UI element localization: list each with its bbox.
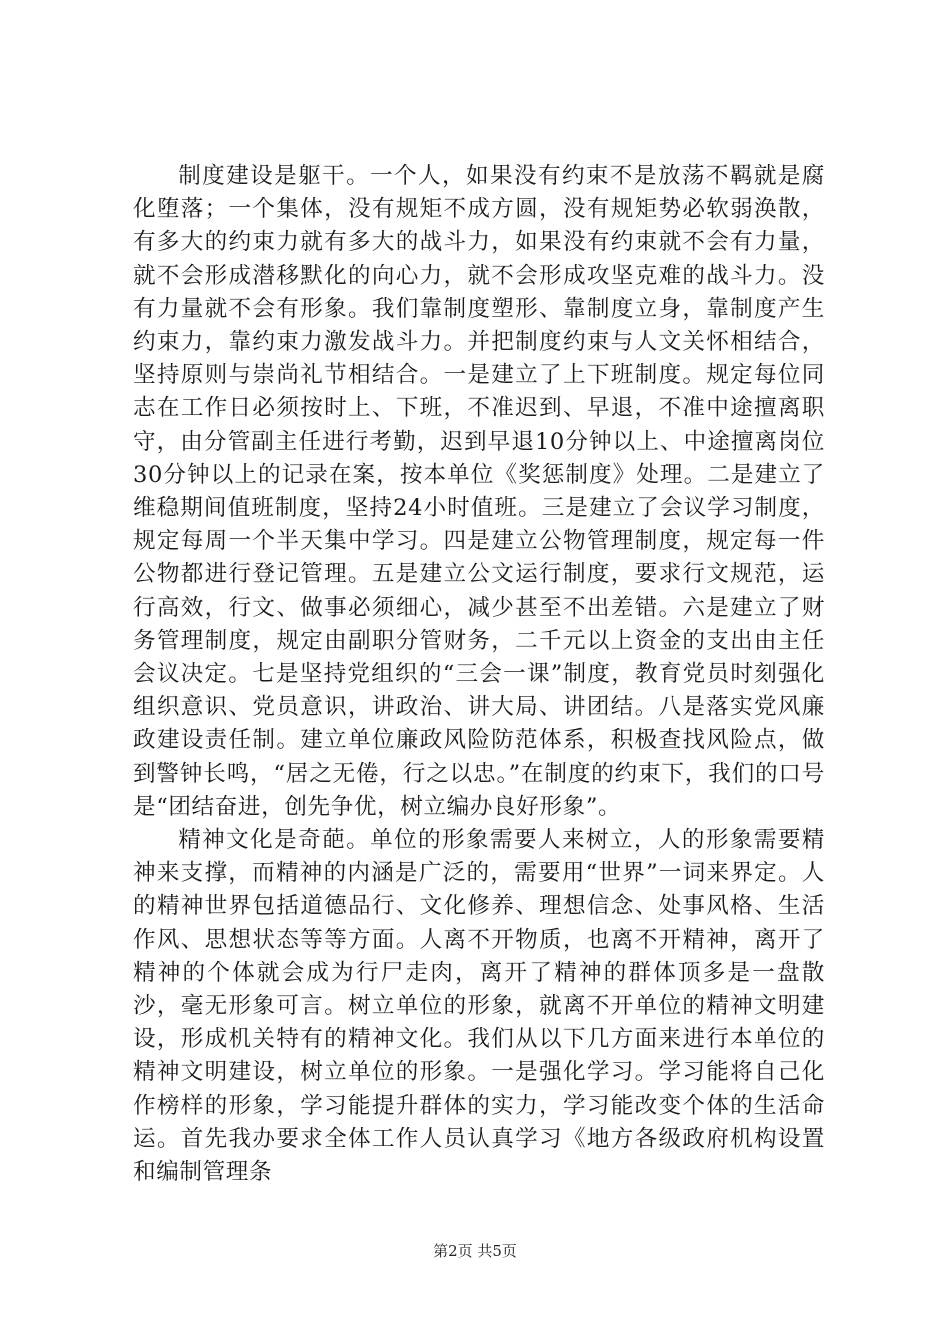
page-footer: 第2页 共5页 (433, 1242, 517, 1260)
paragraph-system-building: 制度建设是躯干。一个人，如果没有约束不是放荡不羁就是腐化堕落；一个集体，没有规矩不成方圆，没有规矩势必软弱涣散，有多大的约束力就有多大的战斗力，如果没有约束就不会有力量，就不会形成潜移默化的向心力，就不会形成攻坚克难的战斗力。没有力量就不会有形象。我们靠制度塑形、靠制度立身，靠制度产生约束力，靠约束力激发战斗力。并把制度约束与人文关怀相结合，坚持原则与崇尚礼节相结合。一是建立了上下班制度。规定每位同志在工作日必须按时上、下班，不准迟到、早退，不准中途擅离职守，由分管副主任进行考勤，迟到早退10分钟以上、中途擅离岗位30分钟以上的记录在案，按本单位《奖惩制度》处理。二是建立了维稳期间值班制度，坚持24小时值班。三是建立了会议学习制度，规定每周一个半天集中学习。四是建立公物管理制度，规定每一件公物都进行登记管理。五是建立公文运行制度，要求行文规范，运行高效，行文、做事必须细心，减少甚至不出差错。六是建立了财务管理制度，规定由副职分管财务，二千元以上资金的支出由主任会议决定。七是坚持党组织的“三会一课”制度，教育党员时刻强化组织意识、党员意识，讲政治、讲大局、讲团结。八是落实党风廉政建设责任制。建立单位廉政风险防范体系，积极查找风险点，做到警钟长鸣，“居之无倦，行之以忠。”在制度的约束下，我们的口号是“团结奋进，创先争优，树立编办良好形象”。 (133, 163, 825, 820)
document-body (133, 160, 825, 1189)
paragraph-spiritual-culture: 精神文化是奇葩。单位的形象需要人来树立，人的形象需要精神来支撑，而精神的内涵是广泛的，需要用“世界”一词来界定。人的精神世界包括道德品行、文化修养、理想信念、处事风格、生活作风、思想状态等等方面。人离不开物质，也离不开精神，离开了精神的个体就会成为行尸走肉，离开了精神的群体顶多是一盘散沙，毫无形象可言。树立单位的形象，就离不开单位的精神文明建设，形成机关特有的精神文化。我们从以下几方面来进行本单位的精神文明建设，树立单位的形象。一是强化学习。学习能将自己化作榜样的形象，学习能提升群体的实力，学习能改变个体的生活命运。首先我办要求全体工作人员认真学习《地方各级政府机构设置和编制管理条 (133, 827, 825, 1186)
